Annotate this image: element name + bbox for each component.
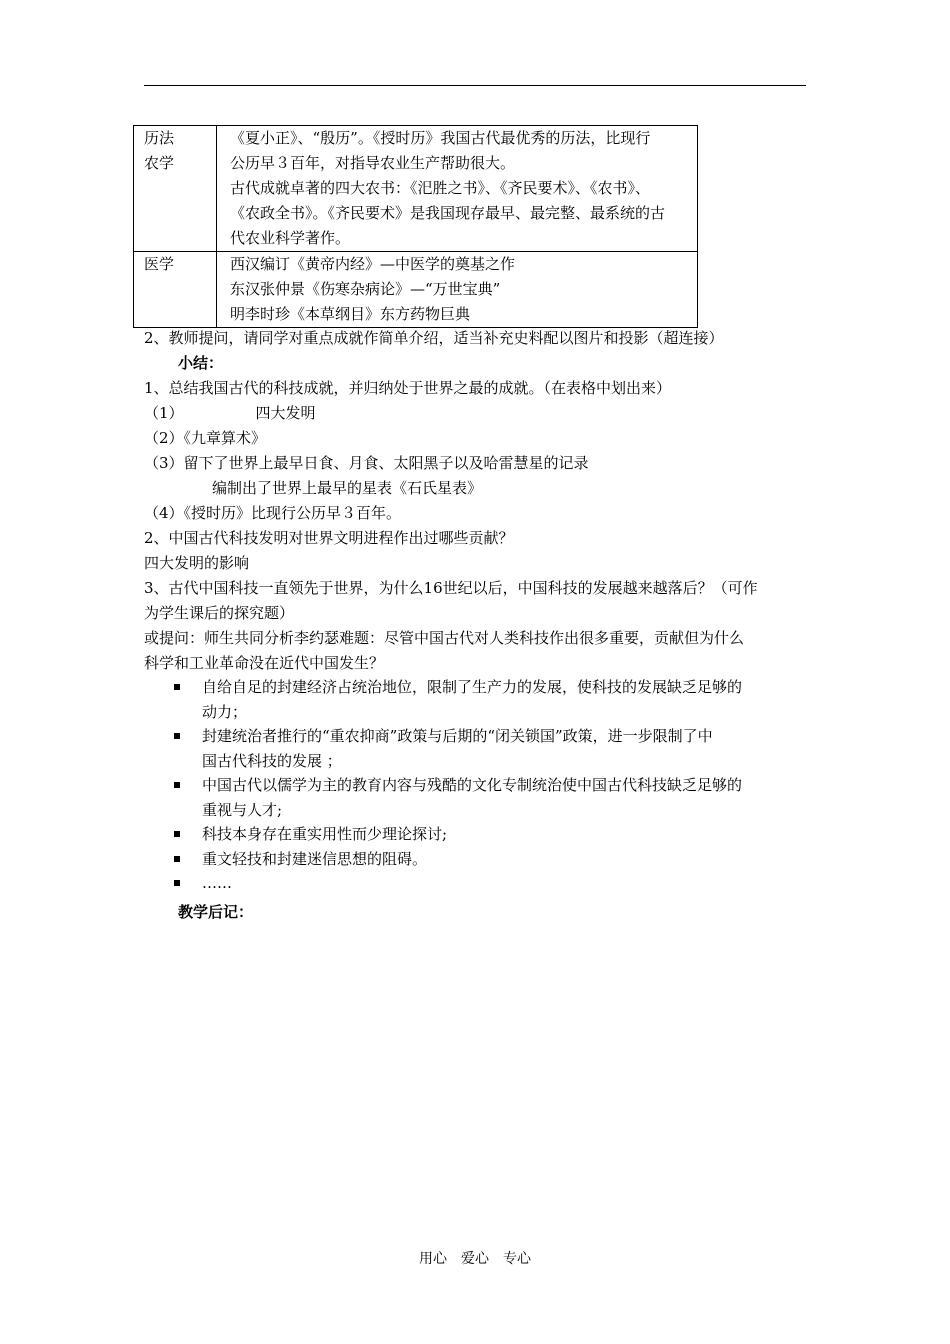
question-prompt: 或提问：师生共同分析李约瑟难题：尽管中国古代对人类科技作出很多重要，贡献但为什么 <box>144 629 745 647</box>
description-line: 《农政全书》。《齐民要术》是我国现存最早、最完整、最系统的古 <box>230 204 666 222</box>
category-cell <box>134 126 217 252</box>
description-line: 东汉张仲景《伤寒杂病论》—“万世宝典” <box>230 280 501 298</box>
category-label: 历法 <box>144 129 175 147</box>
summary-point-3-cont: 为学生课后的探究题） <box>144 604 295 622</box>
list-item-line: 中国古代以儒学为主的教育内容与残酷的文化专制统治使中国古代科技缺乏足够的 <box>202 776 743 794</box>
summary-item-3: （3）留下了世界上最早日食、月食、太阳黑子以及哈雷慧星的记录 <box>144 454 589 472</box>
list-item-line: 自给自足的封建经济占统治地位，限制了生产力的发展，使科技的发展缺乏足够的 <box>202 678 743 696</box>
list-item <box>170 871 842 896</box>
square-bullet-icon <box>174 880 180 886</box>
description-line: 代农业科学著作。 <box>230 229 351 247</box>
reasons-list <box>170 675 842 896</box>
list-item-line: 重文轻技和封建迷信思想的阻碍。 <box>202 849 428 868</box>
point-2-answer: 四大发明的影响 <box>144 554 250 572</box>
summary-heading: 小结： <box>178 354 224 372</box>
square-bullet-icon <box>174 831 180 837</box>
list-item-line: 国古代科技的发展 ； <box>202 751 342 770</box>
list-item-line: 重视与人才; <box>202 800 283 819</box>
summary-item-3-continued: 编制出了世界上最早的星表《石氏星表》 <box>212 479 483 497</box>
square-bullet-icon <box>174 684 180 690</box>
list-item <box>170 675 842 724</box>
description-line: 明李时珍《本草纲目》东方药物巨典 <box>230 305 471 323</box>
description-cell <box>217 126 698 252</box>
category-cell <box>134 252 217 328</box>
achievements-table <box>133 125 698 328</box>
list-item-line: 科技本身存在重实用性而少理论探讨; <box>202 825 448 843</box>
afterword-heading: 教学后记： <box>178 903 254 921</box>
summary-item-4: （4）《授时历》比现行公历早３百年。 <box>144 504 402 522</box>
header-rule <box>144 85 806 86</box>
square-bullet-icon <box>174 733 180 739</box>
teacher-question: 2、教师提问，请同学对重点成就作简单介绍，适当补充史料配以图片和投影（超连接） <box>144 329 724 347</box>
question-prompt-cont: 科学和工业革命没在近代中国发生？ <box>144 654 385 672</box>
list-item <box>170 847 842 872</box>
page-footer: 用心 爱心 专心 <box>419 1251 531 1267</box>
category-label: 医学 <box>144 255 175 273</box>
description-line: 公历早３百年，对指导农业生产帮助很大。 <box>230 154 516 172</box>
summary-item-2: （2）《九章算术》 <box>144 429 267 447</box>
list-item <box>170 773 842 822</box>
square-bullet-icon <box>174 782 180 788</box>
table-row <box>134 126 698 252</box>
description-cell <box>217 252 698 328</box>
item-number: （1） <box>144 404 184 422</box>
list-item-line: 封建统治者推行的“重农抑商”政策与后期的“闭关锁国”政策，进一步限制了中 <box>202 727 713 745</box>
description-line: 古代成就卓著的四大农书：《汜胜之书》、《齐民要术》、《农书》、 <box>230 179 651 197</box>
square-bullet-icon <box>174 856 180 862</box>
summary-point-1: 1、总结我国古代的科技成就，并归纳处于世界之最的成就。（在表格中划出来） <box>144 379 672 397</box>
description-line: 《夏小正》、“殷历”。《授时历》我国古代最优秀的历法，比现行 <box>230 129 651 147</box>
summary-point-3: 3、古代中国科技一直领先于世界，为什么16世纪以后，中国科技的发展越来越落后？（可作 <box>144 579 758 597</box>
list-item-line: …… <box>202 874 232 892</box>
list-item-line: 动力； <box>202 702 248 721</box>
list-item <box>170 724 842 773</box>
description-line: 西汉编订《黄帝内经》—中医学的奠基之作 <box>230 255 516 273</box>
category-label: 农学 <box>144 154 175 172</box>
table-row <box>134 252 698 328</box>
item-text: 四大发明 <box>255 404 316 422</box>
summary-item-1 <box>144 401 316 426</box>
list-item <box>170 822 842 847</box>
summary-point-2: 2、中国古代科技发明对世界文明进程作出过哪些贡献？ <box>144 529 514 547</box>
